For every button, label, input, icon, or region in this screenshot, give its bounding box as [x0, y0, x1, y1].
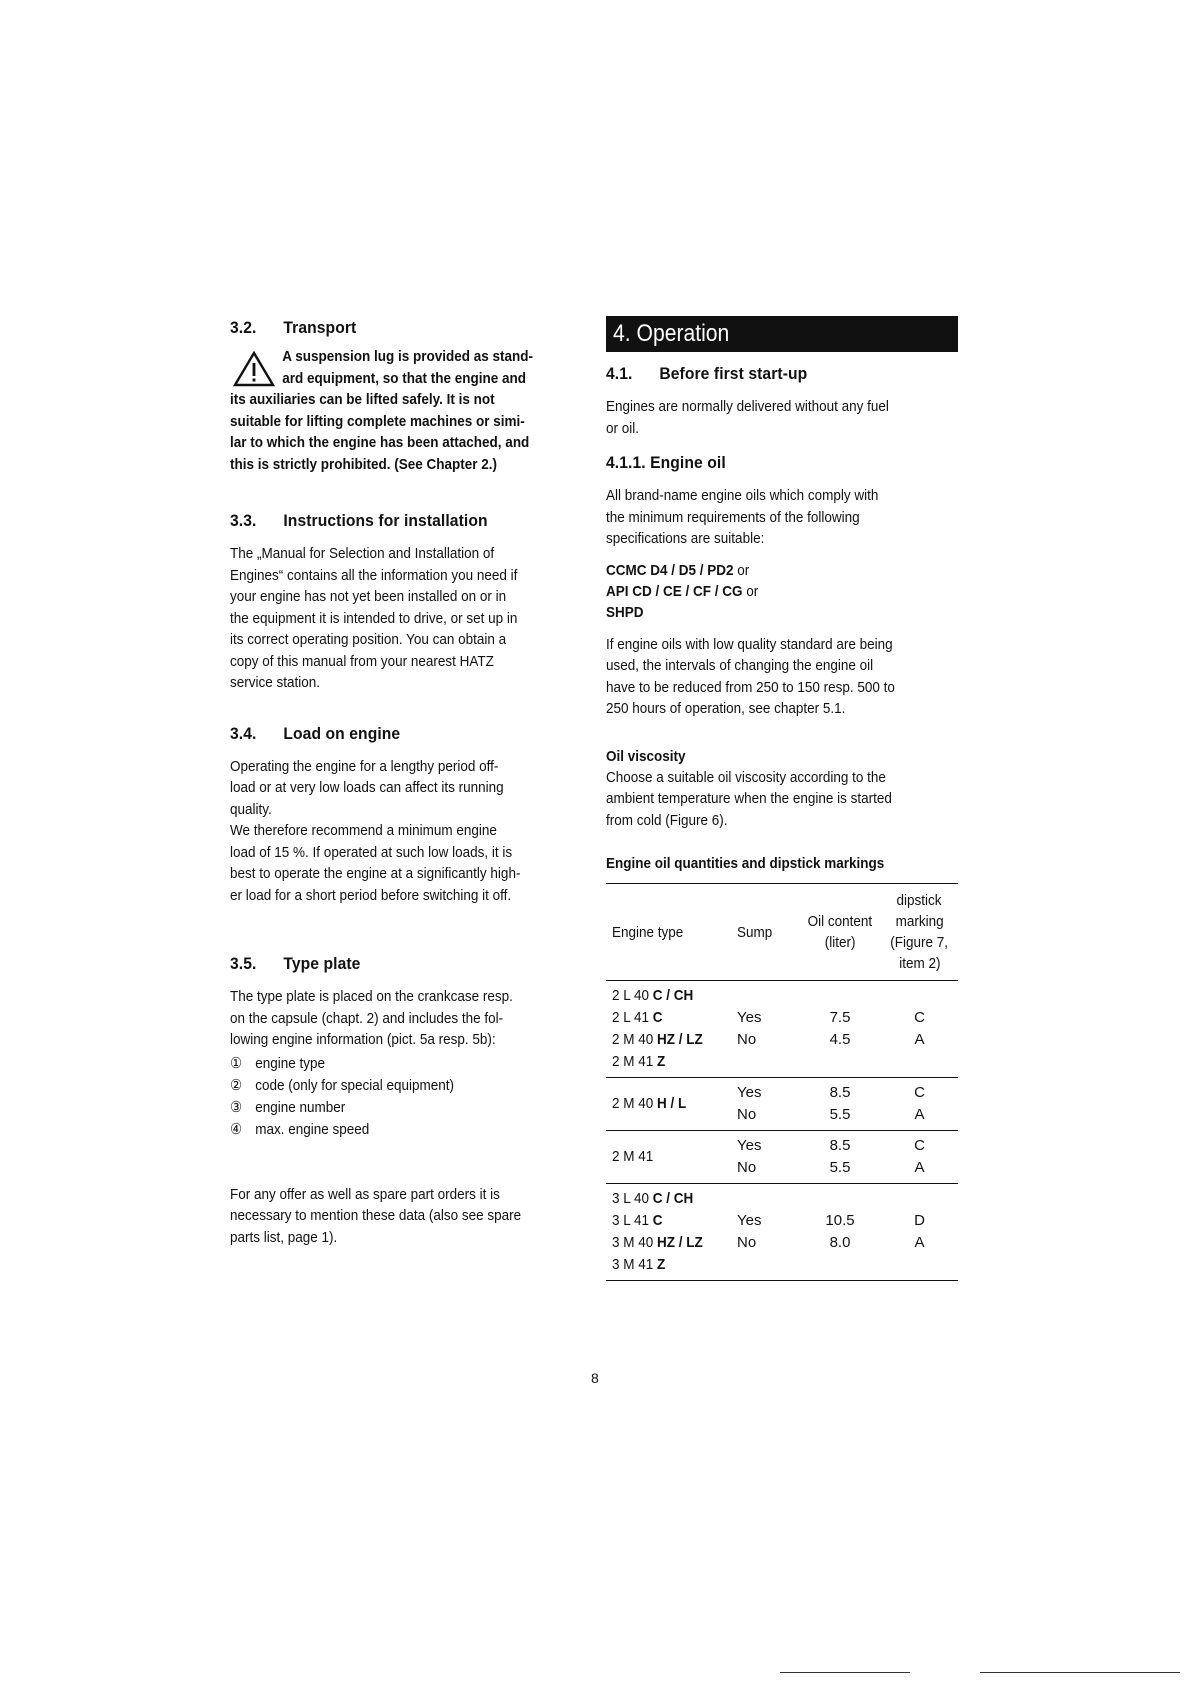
header-dipstick: dipstick: [896, 892, 943, 909]
table-row: 3 L 40 C / CH 3 L 41 C 3 M 40 HZ / LZ 3 M 41 Z Yes No 10.5 8.0 D A: [606, 1184, 958, 1281]
header-engine-type: Engine type: [612, 923, 684, 941]
list-item: ④ max. engine speed: [230, 1120, 370, 1138]
section-3-3: [230, 511, 585, 694]
header-figure: (Figure 7,: [890, 934, 949, 951]
paragraph: All brand-name engine oils which comply with the minimum requirements of the following specifications are suitable:: [606, 487, 879, 547]
table-row: 2 M 40 H / L Yes No 8.5 5.5 C A: [606, 1078, 958, 1131]
table-row: 2 M 41 Yes No 8.5 5.5 C A: [606, 1131, 958, 1184]
section-heading: 3.4. Load on engine: [230, 723, 401, 743]
paragraph: Engines are normally delivered without any fuel or oil.: [606, 398, 889, 437]
left-column: [230, 318, 585, 1248]
section-3-4: [230, 724, 585, 907]
right-column: [606, 316, 958, 1281]
section-oil-viscosity: [606, 746, 958, 832]
section-4-1: [606, 364, 958, 439]
paragraph: Operating the engine for a lengthy period off- load or at very low loads can affect its running quality. We therefore recommend a minimum engine load of 15 %. If operated at such low loads, it is best to operate the engine at a significantly high- er load for a short period before switching it off.: [230, 757, 521, 904]
header-item: item 2): [898, 955, 941, 972]
bottom-rule: [980, 1672, 1180, 1673]
header-oil-content: Oil content: [807, 913, 873, 930]
spec-line: SHPD: [606, 603, 644, 621]
section-heading: 4.1. Before first start-up: [606, 364, 808, 383]
chapter-banner: 4. Operation: [606, 316, 958, 352]
table-header: [606, 884, 958, 981]
oil-quantities-table: [606, 884, 958, 1281]
section-4-1-1: [606, 453, 958, 720]
section-3-2: [230, 318, 585, 475]
table-row: 2 L 40 C / CH 2 L 41 C 2 M 40 HZ / LZ 2 M 41 Z Yes No 7.5 4.5 C A: [606, 981, 958, 1078]
section-heading: 3.2. Transport: [230, 318, 357, 337]
section-heading: 4.1.1. Engine oil: [606, 453, 726, 472]
paragraph: Choose a suitable oil viscosity according to the ambient temperature when the engine is started from cold (Figure 6).: [606, 768, 892, 829]
warning-block: [230, 346, 585, 475]
paragraph: The type plate is placed on the crankcase resp. on the capsule (chapt. 2) and includes the fol- lowing engine information (pict. 5a resp. 5b):: [230, 988, 513, 1048]
paragraph: For any offer as well as spare part orders it is necessary to mention these data (also see spare parts list, page 1).: [230, 1185, 522, 1246]
page-number: 8: [591, 1370, 599, 1386]
spec-line: API CD / CE / CF / CG or: [606, 582, 759, 600]
spec-list: [606, 560, 958, 623]
warning-text: A suspension lug is provided as stand- ard equipment, so that the engine and its auxiliaries can be lifted safely. It is not suitable for lifting complete machines or simi- lar to which the engine has been attached, and this is strictly prohibited. (See Chapter 2.): [230, 348, 534, 473]
oil-table-section: [606, 853, 958, 1281]
header-oil-unit: (liter): [824, 934, 856, 951]
list-item: ① engine type: [230, 1054, 326, 1072]
section-3-5: [230, 954, 585, 1248]
subheading: Oil viscosity: [606, 747, 686, 765]
list-item: ② code (only for special equipment): [230, 1076, 455, 1094]
list-item: ③ engine number: [230, 1098, 346, 1116]
section-heading: 3.3. Instructions for installation: [230, 511, 488, 530]
section-heading: 3.5. Type plate: [230, 954, 361, 973]
header-sump: Sump: [737, 923, 773, 941]
type-plate-list: [230, 1053, 585, 1141]
header-marking: marking: [895, 913, 944, 930]
paragraph: The „Manual for Selection and Installation of Engines“ contains all the information you need if your engine has not yet been installed on or in the equipment it is intended to drive, or set up in its correct operating position. You can obtain a copy of this manual from your nearest HATZ service station.: [230, 545, 518, 691]
table-title: Engine oil quantities and dipstick markings: [606, 855, 885, 872]
spec-line: CCMC D4 / D5 / PD2 or: [606, 561, 750, 579]
bottom-rule: [780, 1672, 910, 1673]
paragraph: If engine oils with low quality standard are being used, the intervals of changing the engine oil have to be reduced from 250 to 150 resp. 500 to 250 hours of operation, see chapter 5.1.: [606, 635, 895, 717]
